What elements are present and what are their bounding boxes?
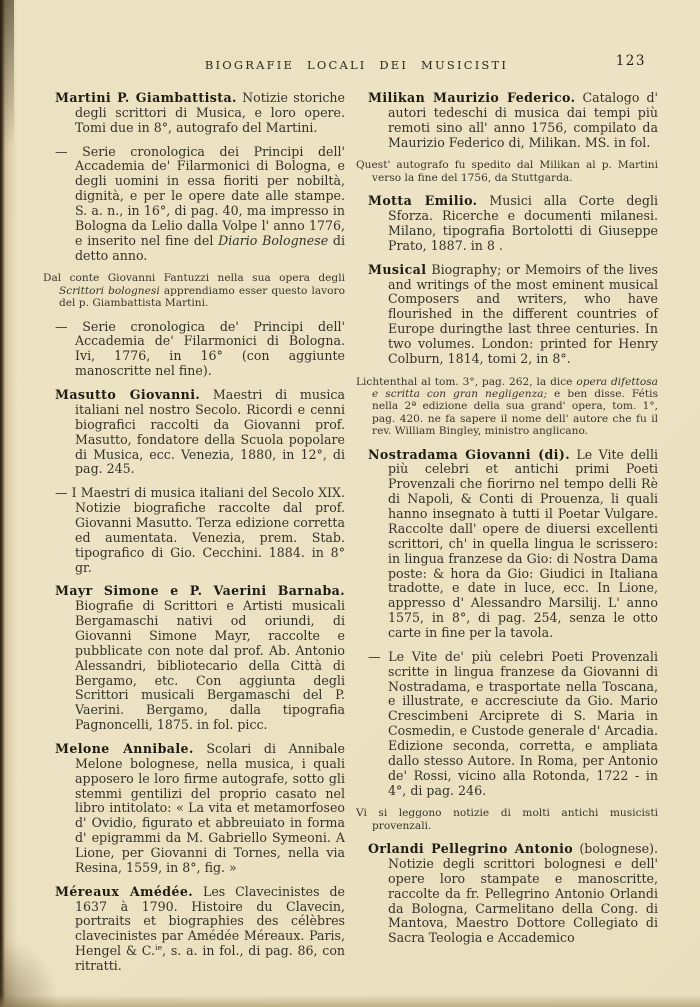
catalog-entry: [55, 742, 345, 876]
catalog-entry: [55, 388, 345, 477]
text-run-normal: (bolognese). Notizie degli scrittori bolognesi e dell' opere loro stampate e manoscritte, raccolte da fr. Pellegrino Antonio Orlandi da Bologna, Carmelitano della Cong. di Mantova, Maestro Dottore Collegiato di Sacra Teologia e Accademico: [388, 841, 658, 946]
text-run-normal: Quest' autografo fu spedito dal Milikan al p. Martini verso la fine del 1756, da Stuttgarda.: [356, 159, 658, 184]
footnote-paragraph: [356, 376, 658, 438]
text-run-normal: , s. a. in fol., di pag. 86, con ritratti.: [75, 943, 346, 973]
running-head: [55, 54, 658, 74]
footnote-paragraph: [43, 272, 345, 309]
footnote-paragraph: [356, 807, 658, 832]
catalog-entry: [368, 91, 658, 150]
text-run-bold: Nostradama Giovanni (di).: [368, 446, 571, 462]
text-run-normal: Notizie storiche degli scrittori di Musica, e loro opere. Tomi due in 8°, autografo del Martini.: [75, 90, 345, 135]
text-run-bold: Masutto Giovanni.: [55, 387, 201, 403]
catalog-entry: [55, 584, 345, 733]
text-run-bold: Melone Annibale.: [55, 740, 194, 756]
text-run-normal: Les Clavecinistes de 1637 à 1790. Histoire du Clavecin, portraits et biographies des célèbres clavecinistes par Amédée Méreaux. Paris, Hengel & C.: [75, 883, 346, 959]
text-run-bold: Mayr Simone e P. Vaerini Barnaba.: [55, 583, 345, 599]
text-run-normal: Vi si leggono notizie di molti antichi musicisti provenzali.: [356, 807, 658, 832]
catalog-entry: [368, 842, 658, 946]
text-run-normal: Biography; or Memoirs of the lives and writings of the most eminent musical Composers and writers, who have flourished in the different countries of Europe duringthe last three centuries. In two volumes. London: printed for Henry Colburn, 1814, tomi 2, in 8°.: [388, 261, 658, 366]
catalog-entry: [55, 320, 345, 379]
text-run-bold: Motta Emilio.: [368, 193, 478, 209]
text-run-bold: Méreaux Amédée.: [55, 883, 194, 899]
text-run-normal: Biografie di Scrittori e Artisti musicali Bergamaschi nativi od oriundi, di Giovanni Simone Mayr, raccolte e pubblicate con note dal prof. Ab. Antonio Alessandri, bibliotecario della Città di Bergamo, etc. Con aggiunta degli Scrittori musicali Bergamaschi del P. Vaerini. Bergamo, dalla tipografia Pagnoncelli, 1875. in fol. picc.: [75, 598, 345, 733]
page-bottom-edge: [0, 995, 700, 1007]
left-column: [43, 90, 346, 983]
text-run-sup: ie: [155, 942, 163, 952]
page-bottom-left-shadow: [0, 937, 60, 1007]
text-run-italic: Diario Bolognese: [218, 232, 329, 248]
catalog-entry: [55, 885, 345, 974]
text-run-normal: apprendiamo esser questo lavoro del p. Giambattista Martini.: [59, 284, 345, 310]
text-run-normal: Lichtenthal al tom. 3°, pag. 262, la dice: [356, 375, 577, 388]
text-run-bold: Milikan Maurizio Federico.: [368, 90, 576, 105]
text-run-normal: Scolari di Annibale Melone bolognese, nella musica, i quali apposero le loro firme autografe, sotto gli stemmi gentilizi del proprio casato nel libro intitolato: « La vita et metamorfoseo d' Ovidio, figurato et abbreuiato in forma d' epigrammi da M. Gabriello Symeoni. A Lione, per Giovanni di Tornes, nella via Resina, 1559, in 8°, fig. »: [75, 740, 346, 875]
text-run-normal: e ben disse. Fétis nella 2ª edizione della sua grand' opera, tom. 1°, pag. 420. ne fa sapere il nome dell' autore che fu il rev. William Bingley, ministro anglicano.: [372, 388, 659, 438]
catalog-entry: [368, 263, 658, 367]
text-run-normal: — Le Vite de' più celebri Poeti Provenzali scritte in lingua franzese da Giovanni di Nostradama, e trasportate nella Toscana, e illustrate, e accresciute da Gio. Mario Crescimbeni Arciprete di S. Maria in Cosmedin, e Custode generale d' Arcadia. Edizione seconda, corretta, e ampliata dallo stesso Autore. In Roma, per Antonio de' Rossi, vicino alla Rotonda, 1722 - in 4°, di pag. 246.: [368, 648, 658, 798]
footnote-paragraph: [356, 159, 658, 184]
text-run-normal: Dal conte Giovanni Fantuzzi nella sua opera degli: [43, 272, 345, 285]
text-run-normal: Musici alla Corte degli Sforza. Ricerche e documenti milanesi. Milano, tipografia Bortolotti di Giuseppe Prato, 1887. in 8 .: [388, 193, 658, 253]
text-run-italic: Scrittori bolognesi: [59, 284, 160, 297]
text-run-normal: Le Vite delli più celebri et antichi primi Poeti Provenzali che fiorirno nel tempo delli Rè di Napoli, & Conti di Prouenza, li quali hanno insegnato à tutti il Poetar Vulgare. Raccolte dall' opere de diuersi excellenti scrittori, ch' in quella lingua le scrissero: in lingua franzese da Gio: di Nostra Dama poste: & hora da Gio: Giudici in Italiana tradotte, e date in luce, ecc. In Lione, appresso d' Alessandro Marsilij. L' anno 1575, in 8°, di pag. 254, senza le otto carte in fine per la tavola.: [388, 446, 658, 640]
text-run-bold: Martini P. Giambattista.: [55, 90, 237, 105]
catalog-entry: [55, 486, 345, 575]
text-run-normal: — I Maestri di musica italiani del Secolo XIX. Notizie biografiche raccolte dal prof. Giovanni Masutto. Terza edizione corretta ed aumentata. Venezia, prem. Stab. tipografico di Gio. Cecchini. 1884. in 8° gr.: [55, 485, 345, 575]
two-column-text-block: [43, 90, 659, 983]
text-run-bold: Musical: [368, 261, 427, 277]
catalog-entry: [368, 194, 658, 253]
text-run-normal: — Serie cronologica de' Principi dell' Accademia de' Filarmonici di Bologna. Ivi, 1776, in 16° (con aggiunte manoscritte nel fine).: [55, 318, 345, 379]
text-run-normal: di detto anno.: [75, 232, 345, 263]
text-run-italic: opera difettosa e scritta con gran negligenza;: [372, 375, 658, 401]
text-run-normal: Maestri di musica italiani nel nostro Secolo. Ricordi e cenni biografici raccolti da Giovanni prof. Masutto, fondatore della Scuola popolare di Musica, ecc. Venezia, 1880, in 12°, di pag. 245.: [75, 387, 345, 477]
catalog-entry: [368, 650, 658, 799]
page-gutter-shadow: [0, 0, 20, 1007]
catalog-entry: [368, 448, 658, 641]
page-number: 123: [615, 53, 646, 69]
right-column: [356, 90, 659, 983]
catalog-entry: [55, 145, 345, 264]
text-run-bold: Orlandi Pellegrino Antonio: [368, 841, 574, 857]
catalog-entry: [55, 91, 345, 136]
page-title: BIOGRAFIE LOCALI DEI MUSICISTI: [204, 58, 509, 72]
page-gutter-shadow-top: [0, 0, 14, 150]
text-run-normal: — Serie cronologica dei Principi dell' Accademia de' Filarmonici di Bologna, e degli uomini in essa fioriti per nobiltà, dignità, e per le opere date alle stampe. S. a. n., in 16°, di pag. 40, ma impresso in Bologna da Lelio dalla Volpe l' anno 1776, e inserito nel fine del: [55, 143, 345, 248]
text-run-normal: Catalogo d' autori tedeschi di musica dai tempi più remoti sino all' anno 1756, compilato da Maurizio Federico di, Milikan. MS. in fol.: [388, 90, 658, 150]
